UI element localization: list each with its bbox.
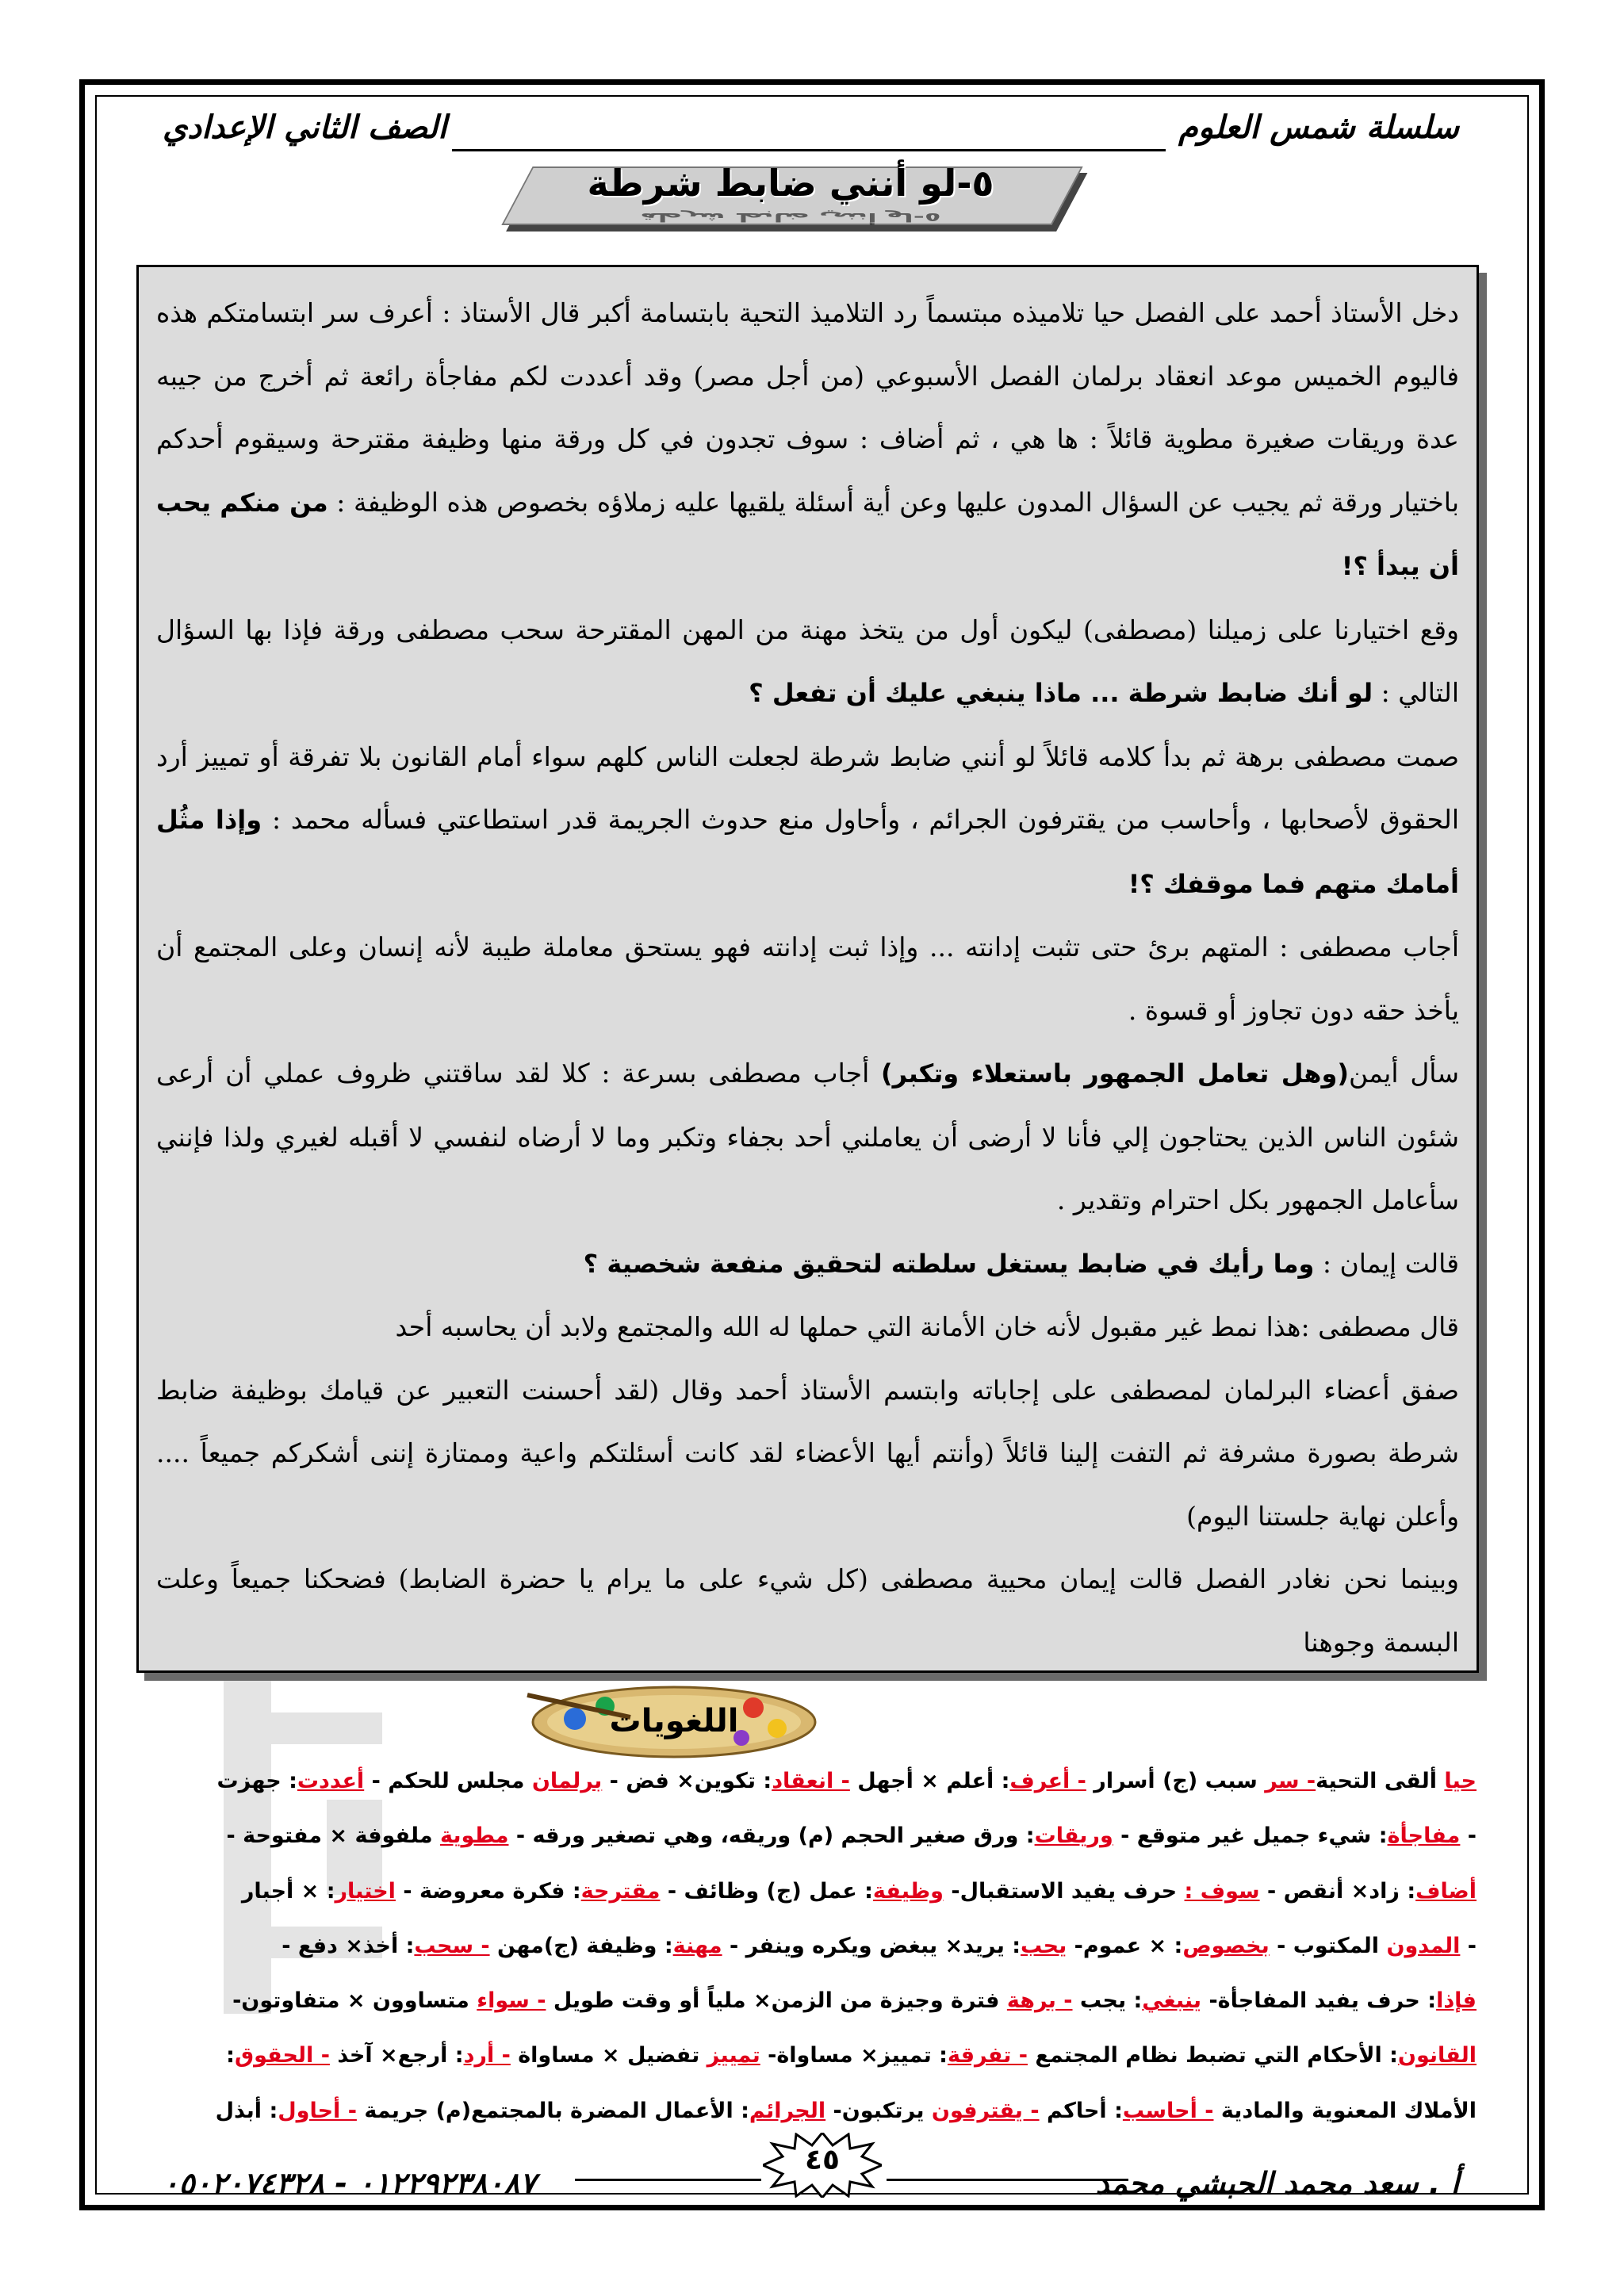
- story-question: من منكم يحب أن يبدأ ؟!: [156, 487, 1459, 581]
- vocabulary-meaning: : ورق صغير الحجم (م) وريقه، وهي تصغير ورقه -: [508, 1823, 1035, 1849]
- vocabulary-word: أضاف: [1415, 1878, 1477, 1904]
- vocabulary-palette-icon: [511, 1679, 837, 1765]
- vocabulary-word: - أحاسب: [1122, 2098, 1214, 2123]
- vocabulary-word: حيا: [1444, 1769, 1477, 1793]
- vocabulary-meaning: : أعلم × أجهل: [849, 1769, 1010, 1793]
- story-box: [136, 265, 1479, 1673]
- story-paragraph: [156, 916, 1459, 1042]
- story-text: صفق أعضاء البرلمان لمصطفى على إجاباته وابتسم الأستاذ أحمد وقال (لقد أحسنت التعبير عن قيامك بوظيفة ضابط شرطة بصورة مشرفة ثم التفت إلينا قائلاً (وأنتم أيها الأعضاء لقد كانت أسئلتكم واعية وممتازة إننى أشكركم جميعاً .... وأعلن نهاية جلستنا اليوم): [156, 1374, 1459, 1532]
- vocabulary-word: - أرد: [463, 2043, 511, 2068]
- story-paragraph: [156, 599, 1459, 725]
- vocabulary-word: برلمان: [531, 1769, 603, 1793]
- vocabulary-section: [146, 1754, 1477, 2138]
- vocabulary-meaning: : تكوين× فض -: [602, 1769, 772, 1793]
- vocabulary-heading: اللغويات: [609, 1703, 739, 1739]
- vocabulary-word: الجرائم: [749, 2098, 826, 2123]
- vocabulary-meaning: : وظيفة (ج)مهن: [489, 1933, 673, 1958]
- vocabulary-meaning: مجلس للحكم -: [364, 1769, 532, 1793]
- vocabulary-word: وظيفة: [872, 1878, 944, 1904]
- vocabulary-meaning: ملفوفة × مفتوحة -: [226, 1823, 440, 1849]
- vocabulary-word: - برهة: [1006, 1988, 1073, 2014]
- vocabulary-meaning: سبب (ج) أسرار: [1086, 1769, 1266, 1793]
- vocabulary-word: - سحب: [414, 1933, 490, 1958]
- lesson-title-banner: [501, 155, 1080, 231]
- vocabulary-line: [146, 1808, 1477, 1863]
- vocabulary-meaning: : أرجع× آخذ: [329, 2043, 464, 2068]
- story-text: سأل أيمن: [1348, 1058, 1459, 1089]
- vocabulary-word: مفاجأة: [1387, 1823, 1461, 1849]
- vocabulary-meaning: -: [1460, 1823, 1477, 1849]
- vocabulary-meaning: : يريد× يبغض ويكره وينفر -: [722, 1933, 1021, 1958]
- series-name: سلسلة شمس العلوم: [1178, 109, 1459, 146]
- vocabulary-word: - سواء: [477, 1988, 546, 2014]
- story-text: أجاب مصطفى بسرعة : كلا لقد ساقتني ظروف عملي أن أرعى شئون الناس الذين يحتاجون إلي فأنا لا أرضى أن يعاملني أحد بجفاء وتكبر وما لا أرضاه لنفسي لا أقبله لغيري ولذا فإنني سأعامل الجمهور بكل احترام وتقدير .: [156, 1058, 1459, 1215]
- vocabulary-word: - انعقاد: [772, 1769, 850, 1793]
- story-question: لو أنك ضابط شرطة ... ماذا ينبغي عليك أن تفعل ؟: [749, 678, 1373, 708]
- story-question: وما رأيك في ضابط يستغل سلطته لتحقيق منفعة شخصية ؟: [583, 1248, 1315, 1279]
- footer-rule-left: [575, 2179, 761, 2181]
- story-text: دخل الأستاذ أحمد على الفصل حيا تلاميذه مبتسماً رد التلاميذ التحية بابتسامة أكبر قال الأستاذ : أعرف سر ابتسامتكم هذه فاليوم الخميس موعد انعقاد برلمان الفصل الأسبوعي (من أجل مصر) وقد أعددت لكم مفاجأة رائعة ثم أخرج من جيبه عدة وريقات صغيرة مطوية قائلاً : ها هي ، ثم أضاف : سوف تجدون في كل ورقة منها وظيفة مقترحة وسيقوم أحدكم باختيار ورقة ثم يجيب عن السؤال المدون عليها وعن أية أسئلة يلقيها عليه زملاؤه بخصوص هذه الوظيفة :: [156, 297, 1460, 518]
- story-question: (وهل تعامل الجمهور باستعلاء وتكبر): [881, 1058, 1349, 1089]
- vocabulary-word: سوف :: [1184, 1878, 1260, 1904]
- vocabulary-meaning: : الأعمال المضرة بالمجتمع(م) جريمة: [356, 2098, 749, 2123]
- vocabulary-meaning: : شيء جميل غير متوقع -: [1113, 1823, 1388, 1849]
- vocabulary-word: بخصوص: [1182, 1933, 1270, 1958]
- vocabulary-meaning: : الأحكام التي تضبط نظام المجتمع: [1027, 2043, 1398, 2068]
- story-paragraph: [156, 281, 1459, 599]
- vocabulary-word: القانون: [1397, 2043, 1477, 2068]
- vocabulary-meaning: : أحاكم: [1039, 2098, 1123, 2123]
- vocabulary-word: مهنة: [672, 1933, 722, 1958]
- vocabulary-meaning: الأملاك المعنوية والمادية: [1213, 2098, 1477, 2123]
- vocabulary-word: - سر: [1265, 1769, 1316, 1793]
- vocabulary-meaning: يرتكبون-: [825, 2098, 932, 2123]
- vocabulary-meaning: تفضيل × مساواة: [510, 2043, 707, 2068]
- vocabulary-meaning: ألقى التحية: [1316, 1769, 1445, 1793]
- author-name: أ . سعد محمد الحبشي محمد: [1095, 2166, 1459, 2201]
- page-number: ٤٥: [805, 2144, 840, 2176]
- story-text: أجاب مصطفى : المتهم برئ حتى تثبت إدانته ... وإذا ثبت إدانته فهو يستحق معاملة طيبة لأنه إنسان وعلى المجتمع أن يأخذ حقه دون تجاوز أو قسوة .: [156, 932, 1459, 1026]
- vocabulary-meaning: : فكرة معروضة -: [395, 1878, 581, 1904]
- vocabulary-word: مقترحة: [580, 1878, 661, 1904]
- header-rule: [452, 149, 1166, 151]
- vocabulary-meaning: : أخذ× دفع -: [282, 1933, 415, 1958]
- vocabulary-meaning: : × أجبار: [241, 1878, 335, 1904]
- story-text: وقع اختيارنا على زميلنا (مصطفى) ليكون أول من يتخذ مهنة من المهن المقترحة سحب مصطفى ورقة فإذا بها السؤال التالي :: [156, 614, 1459, 708]
- story-text: صمت مصطفى برهة ثم بدأ كلامه قائلاً لو أنني ضابط شرطة لجعلت الناس كلهم سواء أمام القانون بلا تفرقة أو تمييز أرد الحقوق لأصحابها ، وأحاسب من يقترفون الجرائم ، وأحاول منع حدوث الجريمة قدر استطاعتي فسأله محمد :: [156, 740, 1460, 835]
- vocabulary-meaning: فترة وجيزة من الزمن× ملياً أو وقت طويل: [546, 1988, 1007, 2014]
- phone-numbers: ٠١٢٢٩٢٣٨٠٨٧ - ٠٥٠٢٠٧٤٣٢٨: [163, 2166, 536, 2201]
- vocabulary-meaning: : أبذل: [215, 2098, 278, 2123]
- story-text: وبينما نحن نغادر الفصل قالت إيمان محيية مصطفى (كل شيء على ما يرام يا حضرة الضابط) فضحكنا جميعاً وعلت البسمة وجوهنا: [156, 1563, 1459, 1658]
- vocabulary-meaning: : تمييز× مساواة-: [760, 2043, 948, 2068]
- vocabulary-meaning: المكتوب -: [1269, 1933, 1387, 1958]
- grade-name: الصف الثاني الإعدادي: [163, 109, 447, 146]
- vocabulary-word: - أحاول: [278, 2098, 357, 2123]
- story-text: قال مصطفى :هذا نمط غير مقبول لأنه خان الأمانة التي حملها له الله والمجتمع ولابد أن يحاسبه أحد: [395, 1311, 1459, 1342]
- vocabulary-meaning: : × عموم-: [1067, 1933, 1183, 1958]
- vocabulary-word: - تفرقة: [947, 2043, 1028, 2068]
- vocabulary-word: مطوية: [440, 1823, 509, 1849]
- vocabulary-meaning: : زاد× أنقص -: [1259, 1878, 1416, 1904]
- vocabulary-meaning: حرف يفيد الاستقبال-: [943, 1878, 1185, 1904]
- story-paragraph: [156, 1295, 1459, 1359]
- vocabulary-word: تمييز: [707, 2043, 760, 2068]
- lesson-title: ٥-لو أنني ضابط شرطة: [587, 162, 994, 205]
- story-paragraph: [156, 725, 1459, 916]
- vocabulary-meaning: : جهزت: [216, 1769, 297, 1793]
- footer-rule-right: [887, 2179, 1128, 2181]
- vocabulary-line: [146, 2084, 1477, 2138]
- vocabulary-word: ينبغي: [1142, 1988, 1202, 2014]
- story-text: قالت إيمان :: [1314, 1247, 1459, 1279]
- vocabulary-meaning: :: [226, 2043, 235, 2068]
- vocabulary-meaning: -: [1460, 1933, 1477, 1958]
- vocabulary-word: فإذا: [1436, 1988, 1477, 2014]
- vocabulary-word: يحب: [1021, 1933, 1067, 1958]
- vocabulary-meaning: : يجب: [1072, 1988, 1143, 2014]
- vocabulary-line: [146, 1864, 1477, 1919]
- lesson-title-reflection: ٥-لو أنني ضابط شرطة: [640, 210, 941, 224]
- vocabulary-word: اختيار: [335, 1878, 396, 1904]
- vocabulary-meaning: : حرف يفيد المفاجأة-: [1201, 1988, 1437, 2014]
- vocabulary-word: أعددت: [297, 1769, 365, 1793]
- vocabulary-word: وريقات: [1034, 1823, 1113, 1849]
- vocabulary-word: - الحقوق: [234, 2043, 330, 2068]
- vocabulary-line: [146, 1754, 1477, 1808]
- story-question: وإذا مثُل أمامك متهم فما موقفك ؟!: [156, 805, 1459, 899]
- vocabulary-line: [146, 2028, 1477, 2083]
- vocabulary-meaning: متساوون × متفاوتون-: [232, 1988, 477, 2014]
- story-paragraph: [156, 1548, 1459, 1674]
- vocabulary-line: [146, 1919, 1477, 1973]
- story-paragraph: [156, 1359, 1459, 1548]
- vocabulary-meaning: : عمل (ج) وظائف -: [660, 1878, 873, 1904]
- story-paragraph: [156, 1232, 1459, 1296]
- vocabulary-word: - يقترفون: [931, 2098, 1040, 2123]
- vocabulary-word: - أعرف: [1009, 1769, 1086, 1793]
- vocabulary-line: [146, 1973, 1477, 2028]
- story-paragraph: [156, 1042, 1459, 1232]
- vocabulary-word: المدون: [1386, 1933, 1461, 1958]
